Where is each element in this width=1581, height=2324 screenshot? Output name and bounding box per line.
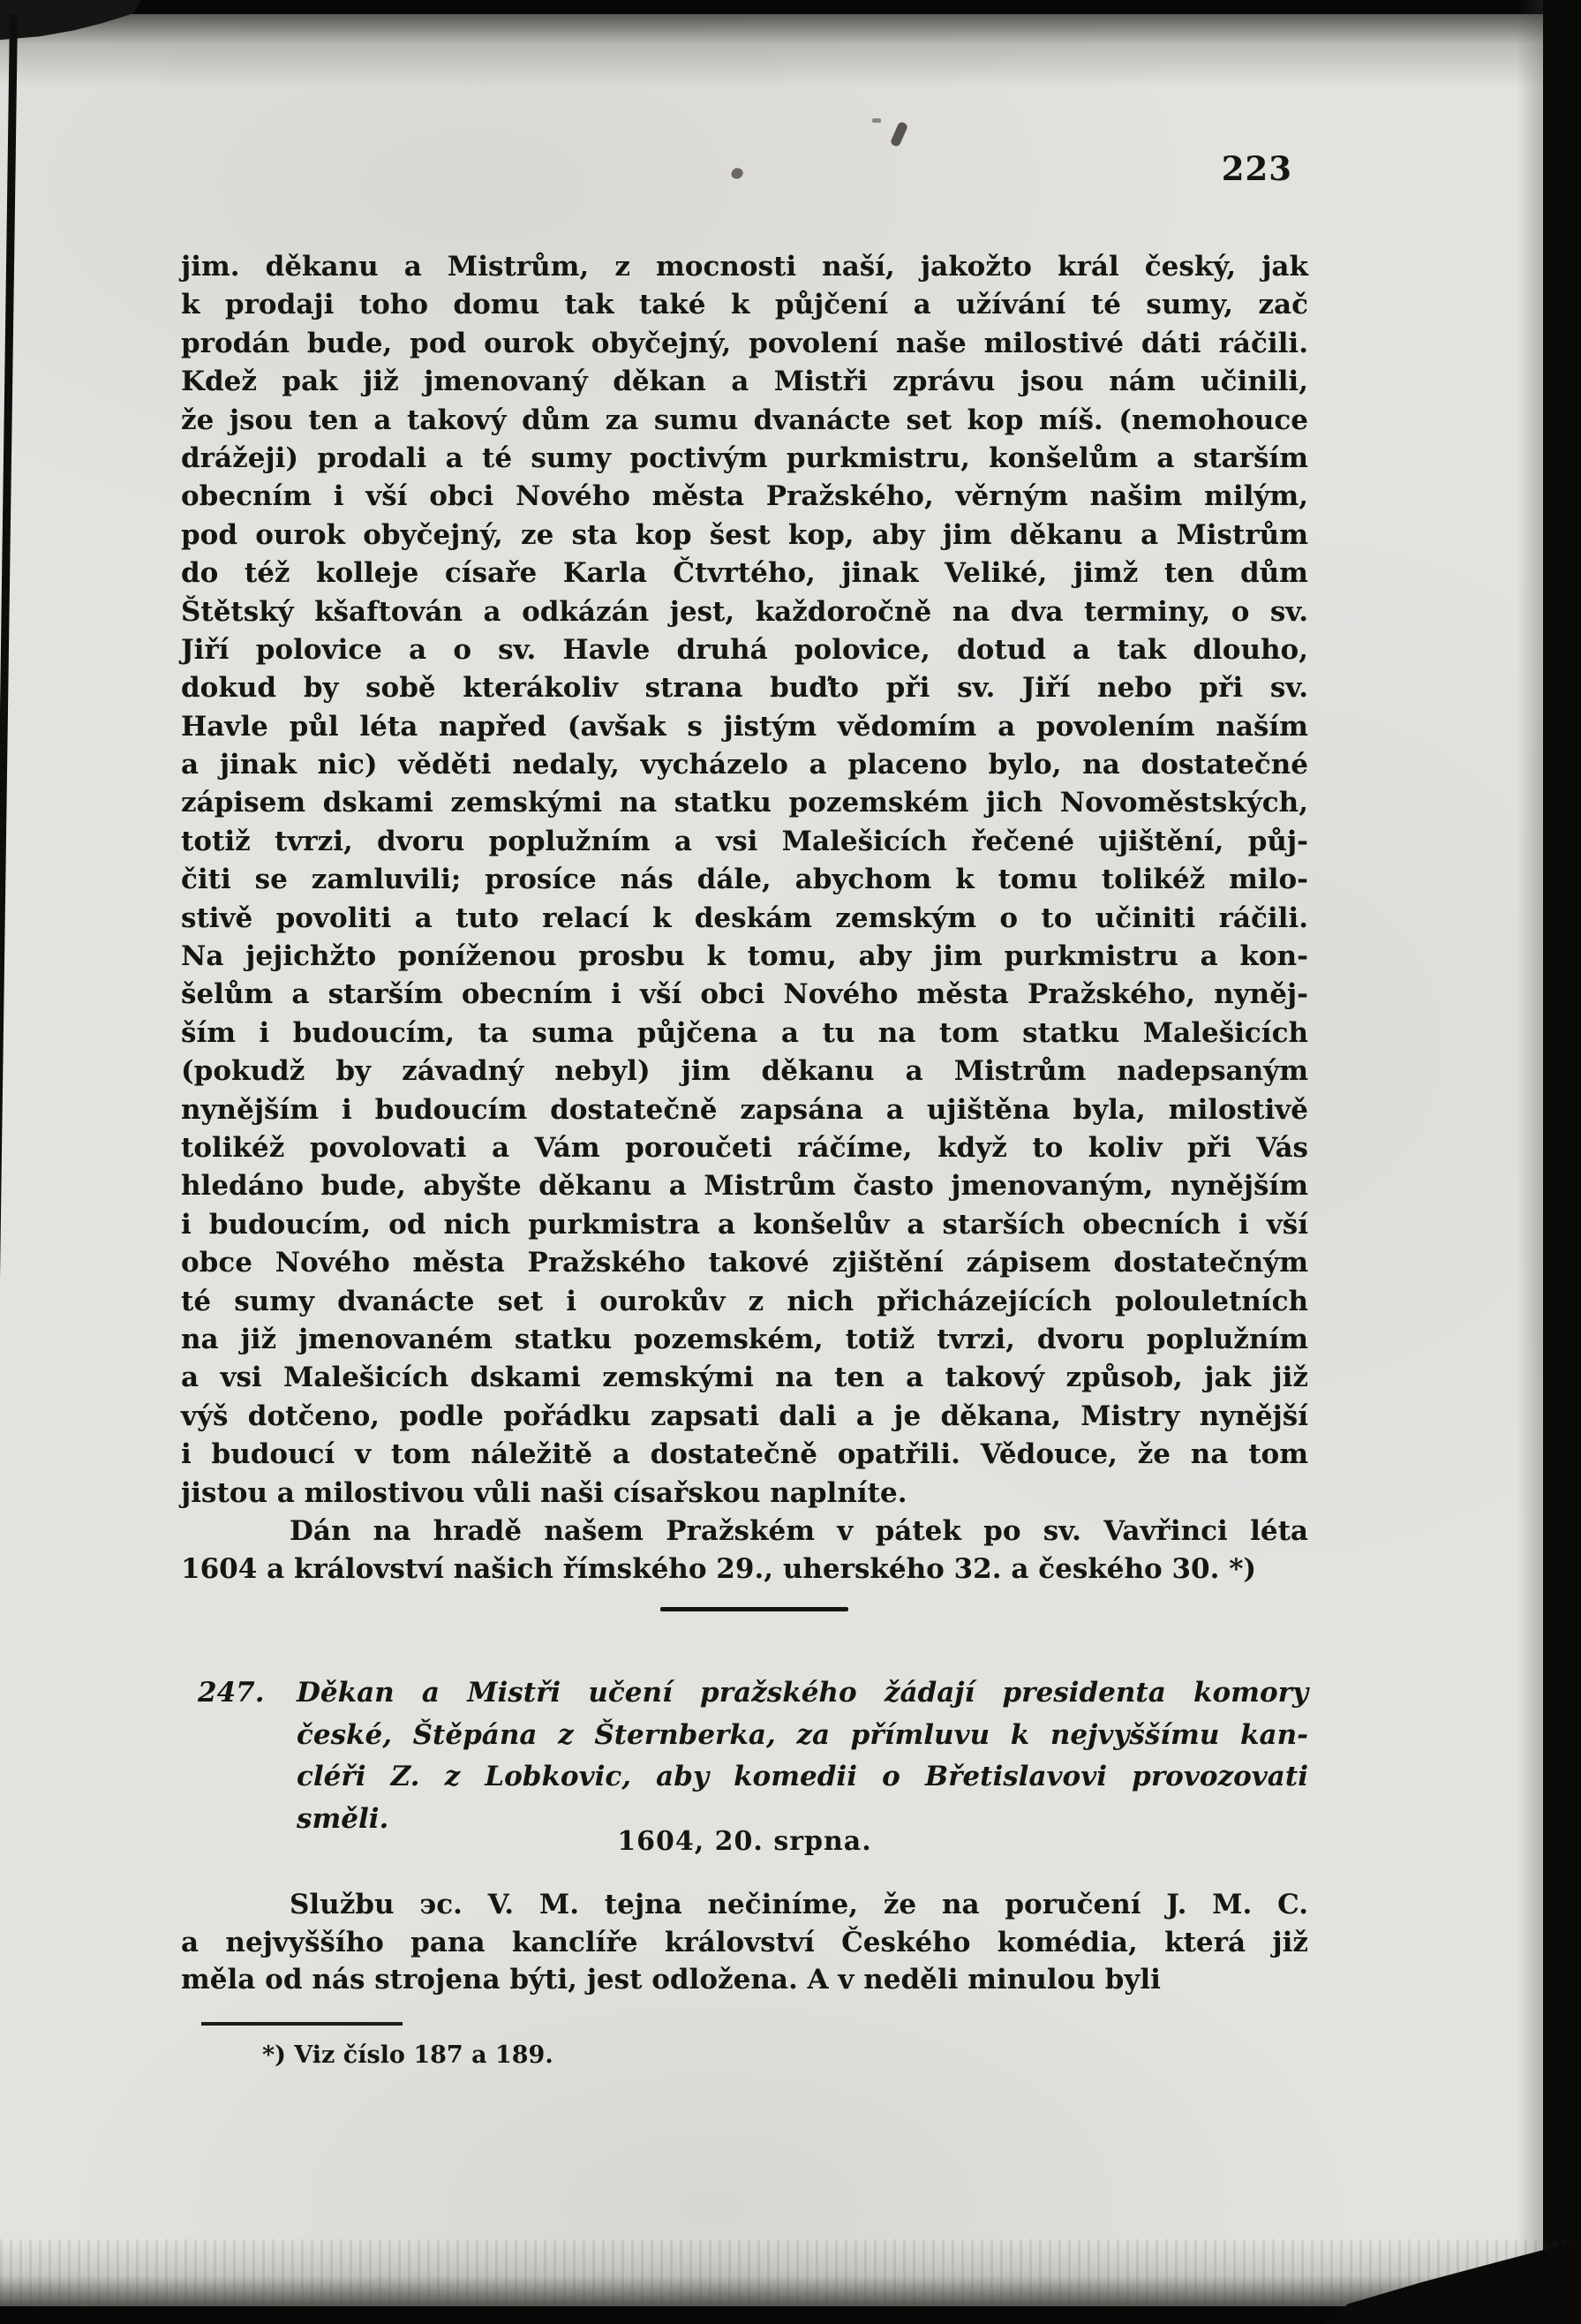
letter-body: [181, 248, 1308, 1589]
top-edge-band: [0, 0, 1581, 14]
text-line: Jiří polovice a o sv. Havle druhá polovice, dotud a tak dlouho,: [181, 633, 1308, 666]
text-line: výš dotčeno, podle pořádku zapsati dali a je děkana, Mistry nynější: [181, 1400, 1308, 1432]
scan-artifact: [729, 166, 745, 182]
page-number: 223: [1221, 149, 1292, 188]
text-line: Dán na hradě našem Pražském v pátek po sv. Vavřinci léta: [290, 1514, 1308, 1547]
text-line: Službu эc. V. M. tejna nečiníme, že na poručení J. M. C.: [290, 1889, 1308, 1920]
text-line: že jsou ten a takový dům za sumu dvanácte set kop míš. (nemohouce: [181, 404, 1308, 436]
text-line: i budoucím, od nich purkmistra a konšelův a starších obecních i vší: [181, 1208, 1308, 1241]
text-line: šelům a starším obecním i vší obci Nového města Pražského, nyněj-: [181, 978, 1308, 1011]
text-line: zápisem dskami zemskými na statku pozemském jich Novoměstských,: [181, 787, 1308, 819]
text-line: drážeji) prodali a té sumy poctivým purkmistru, konšelům a starším: [181, 441, 1308, 474]
left-edge-line: [0, 14, 18, 2324]
text-line: obecním i vší obci Nového města Pražského, věrným našim milým,: [181, 480, 1308, 513]
entry-heading: [198, 1672, 1308, 1840]
right-edge-bar: [1543, 0, 1581, 2324]
text-line: jim. děkanu a Mistrům, z mocnosti naší, jakožto král český, jak: [181, 251, 1308, 283]
text-line: měla od nás strojena býti, jest odložena. A v neděli minulou byli: [181, 1964, 1161, 1996]
text-line: a vsi Malešicích dskami zemskými na ten a takový způsob, jak již: [181, 1362, 1308, 1394]
text-line: na již jmenovaném statku pozemském, totiž tvrzi, dvoru poplužním: [181, 1323, 1308, 1355]
text-line: jistou a milostivou vůli naši císařskou naplníte.: [181, 1476, 907, 1509]
footnote-text: *) Viz číslo 187 a 189.: [262, 2041, 553, 2069]
heading-line: směli.: [297, 1802, 389, 1835]
text-line: obce Nového města Pražského takové zjištění zápisem dostatečným: [181, 1247, 1308, 1279]
section-divider: [660, 1607, 848, 1611]
text-line: nynějším i budoucím dostatečně zapsána a ujištěna byla, milostivě: [181, 1093, 1308, 1126]
text-line: 1604 a království našich římského 29., uherského 32. a českého 30. *): [181, 1553, 1257, 1586]
text-line: té sumy dvanácte set i ourokův z nich přicházejících polouletních: [181, 1285, 1308, 1317]
text-line: i budoucí v tom náležitě a dostatečně opatřili. Vědouce, že na tom: [181, 1438, 1308, 1471]
text-line: stivě povoliti a tuto relací k deskám zemským o to učiniti ráčili.: [181, 902, 1308, 934]
text-line: Štětský kšaftován a odkázán jest, každoročně na dva terminy, o sv.: [181, 595, 1308, 628]
bottom-edge-shadow: [0, 2239, 1581, 2308]
heading-line: Děkan a Mistři učení pražského žádají presidenta komory: [297, 1677, 1308, 1709]
text-line: (pokudž by závadný nebyl) jim děkanu a Mistrům nadepsaným: [181, 1055, 1308, 1088]
top-edge-shadow: [0, 12, 1581, 88]
text-line: Na jejichžto poníženou prosbu k tomu, aby jim purkmistru a kon-: [181, 940, 1308, 973]
text-line: Havle půl léta napřed (avšak s jistým vědomím a povolením naším: [181, 710, 1308, 743]
scan-artifact: [890, 121, 908, 147]
entry-date: 1604, 20. srpna.: [617, 1826, 872, 1857]
entry-body: [181, 1886, 1308, 1999]
text-line: Kdež pak již jmenovaný děkan a Mistři zprávu jsou nám učinili,: [181, 366, 1308, 398]
footnote-divider: [201, 2022, 403, 2026]
text-line: totiž tvrzi, dvoru poplužním a vsi Malešicích řečené ujištění, půj-: [181, 825, 1308, 857]
heading-line: cléři Z. z Lobkovic, aby komedii o Břetislavovi provozovati: [297, 1761, 1308, 1792]
scan-artifact: [872, 118, 881, 123]
text-line: prodán bude, pod ourok obyčejný, povolení naše milostivé dáti ráčili.: [181, 327, 1308, 359]
right-edge-shadow: [1517, 0, 1543, 2324]
text-line: hledáno bude, abyšte děkanu a Mistrům často jmenovaným, nynějším: [181, 1170, 1308, 1203]
text-line: a nejvyššího pana kanclíře království Českého komédia, která již: [181, 1926, 1308, 1958]
entry-number: 247.: [198, 1677, 265, 1709]
text-line: ším i budoucím, ta suma půjčena a tu na tom statku Malešicích: [181, 1016, 1308, 1049]
text-line: a jinak nic) věděti nedaly, vycházelo a placeno bylo, na dostatečné: [181, 749, 1308, 781]
text-line: pod ourok obyčejný, ze sta kop šest kop, aby jim děkanu a Mistrům: [181, 518, 1308, 551]
text-line: k prodaji toho domu tak také k půjčení a užívání té sumy, zač: [181, 289, 1308, 321]
text-line: do též kolleje císaře Karla Čtvrtého, jinak Veliké, jimž ten dům: [181, 557, 1308, 590]
text-line: čiti se zamluvili; prosíce nás dále, abychom k tomu tolikéž milo-: [181, 864, 1308, 896]
heading-line: české, Štěpána z Šternberka, za přímluvu k nejvyššímu kan-: [297, 1718, 1308, 1751]
text-line: dokud by sobě kterákoliv strana buďto při sv. Jiří nebo při sv.: [181, 672, 1308, 705]
text-line: tolikéž povolovati a Vám poroučeti ráčíme, když to koliv při Vás: [181, 1131, 1308, 1164]
